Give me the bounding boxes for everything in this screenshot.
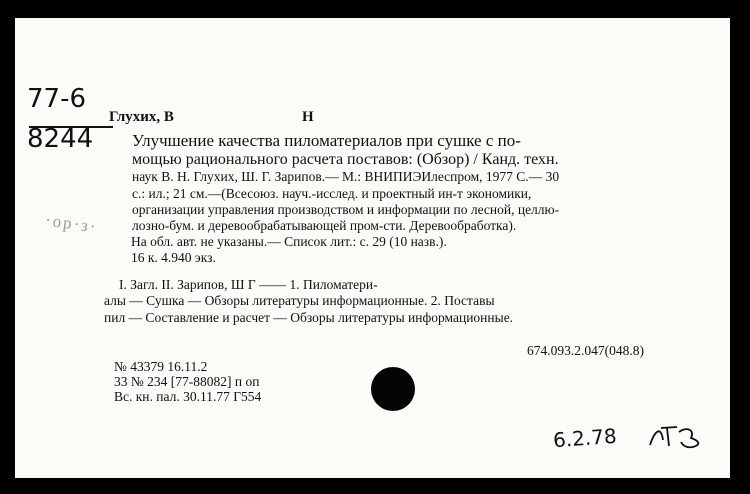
title-line-1: Улучшение качества пиломатериалов при сушке с по-: [132, 131, 521, 150]
faded-stamp: ·ор·з·: [44, 210, 99, 237]
subject-line-3: пил — Составление и расчет — Обзоры литературы информационные.: [104, 310, 514, 325]
note-authors: На обл. авт. не указаны.— Список лит.: с. 29 (10 назв.).: [131, 234, 447, 249]
handwritten-date: 6.2.78: [552, 423, 618, 453]
bib-line-5: организации управления производством и информации по лесной, целлю-: [132, 202, 560, 217]
footer-line-3: Вс. кн. пал. 30.11.77 Г554: [114, 389, 262, 404]
bib-line-6: лозно-бум. и деревообрабатывающей пром-сти. Деревообработка).: [132, 218, 517, 233]
punch-hole: [371, 367, 415, 411]
note-price: 16 к. 4.940 экз.: [131, 250, 216, 265]
author-initial: Н: [302, 109, 314, 125]
catalog-card: [15, 18, 730, 478]
author-heading: Глухих, В: [109, 109, 174, 125]
bib-line-3: наук В. Н. Глухих, Ш. Г. Зарипов.— М.: ВНИПИЭИлеспром, 1977 С.— 30: [132, 169, 560, 184]
bib-line-4: с.: ил.; 21 см.—(Всесоюз. науч.-исслед. и проектный ин-т экономики,: [132, 186, 532, 201]
footer-line-2: 33 № 234 [77-88082] п оп: [114, 374, 260, 389]
handwritten-bottom-code: 8244: [27, 124, 94, 154]
udc-number: 674.093.2.047(048.8): [527, 343, 644, 358]
title-line-2: мощью рационального расчета поставов: (Обзор) / Канд. техн.: [132, 151, 559, 168]
subject-line-2: алы — Сушка — Обзоры литературы информационные. 2. Поставы: [104, 293, 495, 308]
subject-line-1: I. Загл. II. Зарипов, Ш Г —— 1. Пиломатери-: [119, 277, 378, 292]
handwritten-signature: [647, 420, 709, 452]
footer-line-1: № 43379 16.11.2: [114, 359, 208, 374]
handwritten-top-code: 77-6: [27, 84, 87, 114]
